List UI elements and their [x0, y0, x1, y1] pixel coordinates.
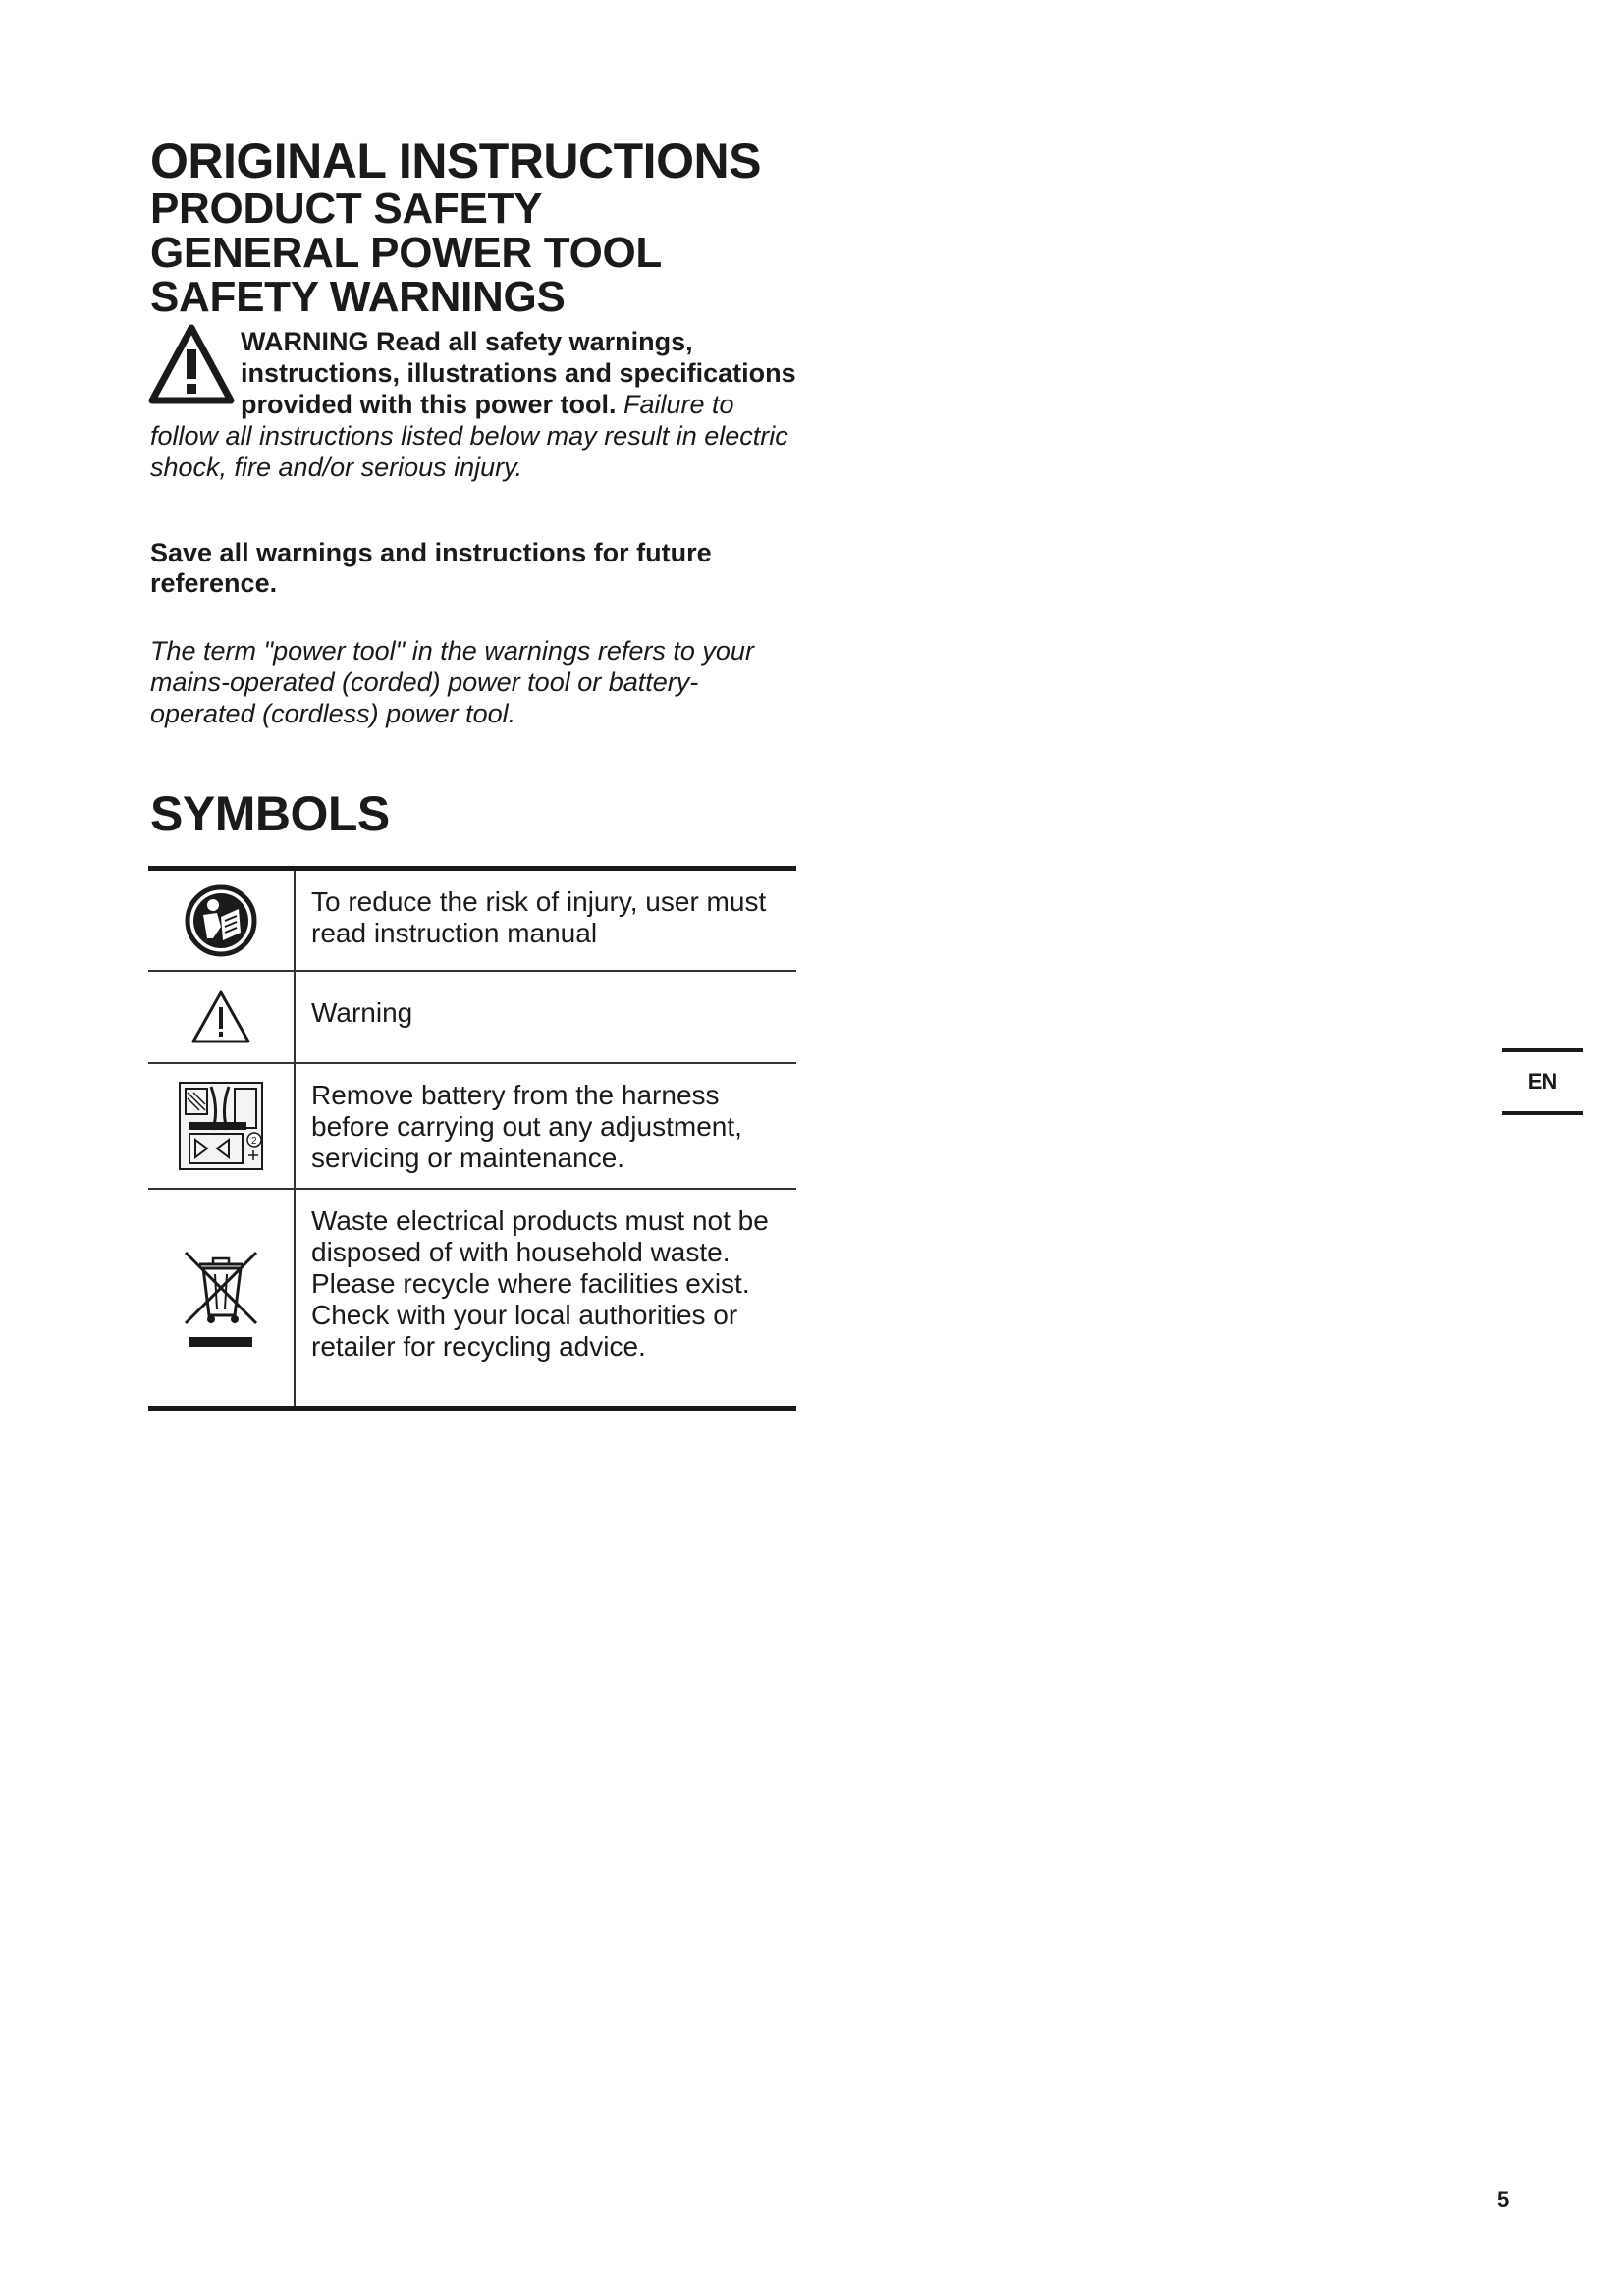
section-title-safety-warnings: SAFETY WARNINGS: [150, 273, 566, 321]
language-tab: EN: [1502, 1048, 1583, 1115]
symbols-table: [148, 866, 796, 1411]
page-number: 5: [1497, 2187, 1510, 2212]
symbol-description: Remove battery from the harness before carrying out any adjustment, servicing or maintenance.: [311, 1080, 742, 1173]
symbol-icon-cell: [148, 871, 296, 970]
symbol-description: Waste electrical products must not be disposed of with household waste. Please recycle where facilities exist. Check with your local authorities or retailer for recycling advice.: [311, 1205, 769, 1362]
symbol-row: [148, 972, 796, 1064]
symbol-row: [148, 871, 796, 972]
warning-bold-text: WARNING Read all safety warnings, instructions, illustrations and specifications provided with this power tool.: [241, 327, 796, 419]
symbol-icon-cell: [148, 1064, 296, 1188]
section-title-product-safety: PRODUCT SAFETY: [150, 185, 543, 233]
symbol-row: [148, 1064, 796, 1190]
warning-triangle-icon: [148, 324, 235, 406]
page-title: ORIGINAL INSTRUCTIONS: [150, 133, 761, 188]
warning-italic-text: Failure to follow all instructions listed below may result in electric shock, fire and/or serious injury.: [150, 390, 788, 482]
power-tool-term-note: The term "power tool" in the warnings refers to your mains-operated (corded) power tool or battery-operated (cordless) power tool.: [150, 636, 754, 728]
symbol-row: [148, 1190, 796, 1406]
weee-bin-icon: [180, 1243, 262, 1353]
warning-paragraph: [150, 326, 798, 483]
symbol-description: Warning: [311, 997, 413, 1028]
save-instructions-note: Save all warnings and instructions for future reference.: [150, 538, 712, 598]
symbol-description: To reduce the risk of injury, user must read instruction manual: [311, 886, 767, 948]
warning-triangle-icon: [190, 989, 251, 1044]
symbol-icon-cell: [148, 1190, 296, 1406]
section-title-general-power-tool: GENERAL POWER TOOL: [150, 229, 663, 277]
remove-battery-icon: [174, 1079, 268, 1173]
symbol-icon-cell: [148, 972, 296, 1062]
symbols-heading: SYMBOLS: [150, 786, 390, 841]
title-block: [150, 135, 818, 319]
read-manual-icon: [184, 883, 258, 958]
svg-text:2: 2: [251, 1136, 257, 1147]
